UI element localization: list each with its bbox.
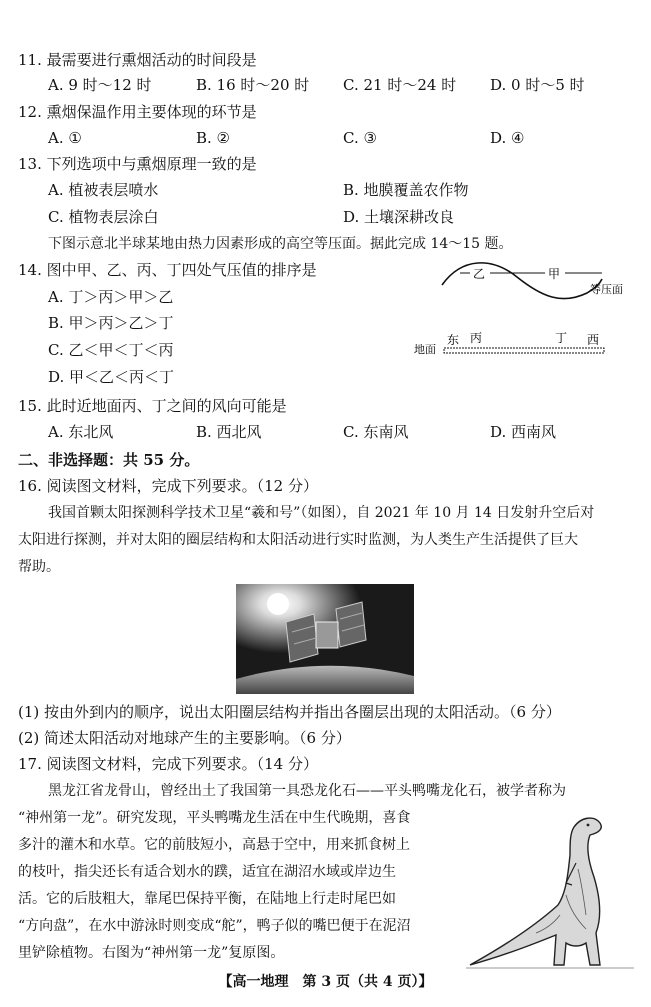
q16-para-line3: 帮助。	[18, 559, 60, 575]
q14-option-a: A. 丁＞丙＞甲＞乙	[48, 288, 174, 306]
label-jia: 甲	[548, 267, 561, 281]
q17-line5: 活。它的后肢粗大，靠尾巴保持平衡，在陆地上行走时尾巴如	[18, 891, 396, 907]
satellite-image	[236, 584, 414, 694]
label-dong: 东	[447, 333, 460, 347]
q12-option-b: B. ②	[196, 129, 231, 147]
q11-option-a: A. 9 时～12 时	[48, 76, 152, 94]
q13-option-c: C. 植物表层涂白	[48, 208, 159, 226]
sun	[267, 593, 289, 615]
q15-option-c: C. 东南风	[343, 423, 409, 441]
q14-option-c: C. 乙＜甲＜丁＜丙	[48, 341, 174, 359]
q14-stem: 14. 图中甲、乙、丙、丁四处气压值的排序是	[18, 261, 317, 279]
isobar-figure	[412, 255, 642, 370]
q13-option-d: D. 土壤深耕改良	[343, 208, 455, 226]
q15-stem: 15. 此时近地面丙、丁之间的风向可能是	[18, 397, 287, 415]
q17-line3: 多汁的灌木和水草。它的前肢短小，高悬于空中，用来抓食树上	[18, 837, 410, 853]
ground-surface	[444, 348, 604, 353]
q17-line7: 里铲除植物。右图为“神州第一龙”复原图。	[18, 945, 285, 961]
q11-option-c: C. 21 时～24 时	[343, 76, 457, 94]
isobar-curve	[442, 263, 602, 299]
q14-option-b: B. 甲＞丙＞乙＞丁	[48, 314, 174, 332]
q11-option-d: D. 0 时～5 时	[490, 76, 585, 94]
q17-stem: 17. 阅读图文材料，完成下列要求。（14 分）	[18, 755, 318, 773]
q11-stem: 11. 最需要进行熏烟活动的时间段是	[18, 51, 257, 69]
q17-line4: 的枝叶，指尖还长有适合划水的蹼，适宜在湖沼水域或岸边生	[18, 864, 396, 880]
q17-line6: “方向盘”，在水中游泳时则变成“舵”，鸭子似的嘴巴便于在泥沼	[18, 918, 411, 934]
label-ground: 地面	[414, 343, 436, 356]
q12-stem: 12. 熏烟保温作用主要体现的环节是	[18, 103, 257, 121]
label-ding: 丁	[555, 331, 568, 345]
q11-option-b: B. 16 时～20 时	[196, 76, 310, 94]
q12-option-a: A. ①	[48, 129, 82, 147]
q16-sub2: (2) 简述太阳活动对地球产生的主要影响。（6 分）	[18, 729, 351, 747]
label-isobar: 等压面	[590, 283, 623, 296]
q15-option-b: B. 西北风	[196, 423, 262, 441]
q15-option-a: A. 东北风	[48, 423, 114, 441]
q17-line2: “神州第一龙”。研究发现，平头鸭嘴龙生活在中生代晚期，喜食	[18, 810, 411, 826]
section-2-heading: 二、非选择题：共 55 分。	[18, 451, 200, 469]
label-yi: 乙	[473, 267, 486, 281]
q13-stem: 13. 下列选项中与熏烟原理一致的是	[18, 155, 257, 173]
dinosaur-image	[466, 805, 634, 973]
page-footer: 【高一地理 第 3 页（共 4 页）】	[218, 974, 433, 990]
q13-option-a: A. 植被表层喷水	[48, 181, 159, 199]
q16-sub1: (1) 按由外到内的顺序，说出太阳圈层结构并指出各圈层出现的太阳活动。（6 分）	[18, 703, 561, 721]
q16-para-line2: 太阳进行探测，并对太阳的圈层结构和太阳活动进行实时监测，为人类生产生活提供了巨大	[18, 532, 578, 548]
q16-stem: 16. 阅读图文材料，完成下列要求。（12 分）	[18, 477, 318, 495]
q14-option-d: D. 甲＜乙＜丙＜丁	[48, 368, 175, 386]
q12-option-d: D. ④	[490, 129, 525, 147]
q15-option-d: D. 西南风	[490, 423, 557, 441]
q17-line1: 黑龙江省龙骨山，曾经出土了我国第一具恐龙化石——平头鸭嘴龙化石，被学者称为	[48, 783, 566, 799]
label-xi: 西	[587, 333, 600, 347]
q16-para-line1: 我国首颗太阳探测科学技术卫星“羲和号”（如图），自 2021 年 10 月 14 日发射升空后对	[48, 505, 595, 521]
label-bing: 丙	[470, 331, 483, 345]
q12-option-c: C. ③	[343, 129, 377, 147]
q13-option-b: B. 地膜覆盖农作物	[343, 181, 469, 199]
intro-14-15: 下图示意北半球某地由热力因素形成的高空等压面。据此完成 14～15 题。	[48, 236, 513, 252]
